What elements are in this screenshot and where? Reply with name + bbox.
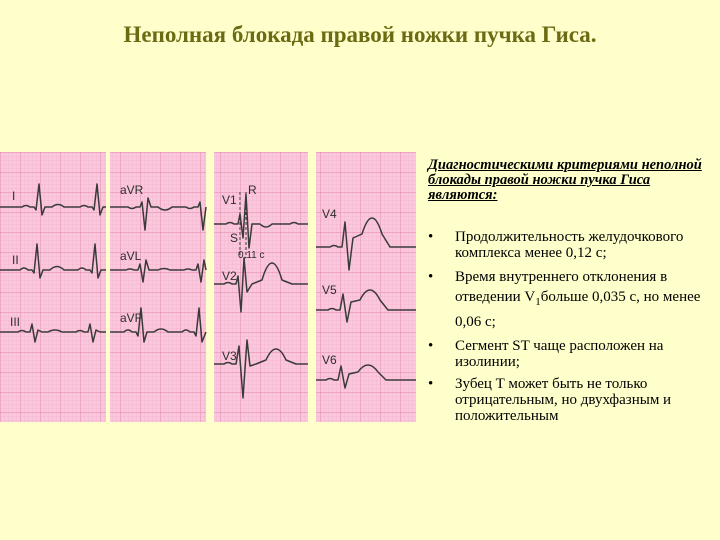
criteria-item-intrinsicoid-deflection	[428, 267, 716, 332]
lead-label-iii: III	[10, 315, 21, 329]
criteria-item-t-wave	[428, 376, 716, 424]
lead-label-avf: aVF	[120, 311, 143, 325]
criteria-item-text-before: Время внутреннего отклонения в отведении V	[455, 269, 668, 305]
bullet-icon: •	[428, 229, 434, 245]
ecg-panel-limb	[0, 152, 106, 422]
lead-label-v5: V5	[322, 283, 337, 297]
lead-label-v4: V4	[322, 207, 337, 221]
bullet-icon: •	[428, 338, 434, 354]
lead-label-ii: II	[12, 253, 19, 267]
annotation-s: S	[230, 231, 239, 245]
criteria-item-text: Продолжительность желудочкового комплекса менее 0,12 с;	[455, 229, 684, 261]
bullet-icon: •	[428, 269, 434, 285]
lead-label-avr: aVR	[120, 183, 144, 197]
lead-label-v2: V2	[222, 269, 237, 283]
criteria-item-qrs-duration	[428, 229, 716, 261]
bullet-icon: •	[428, 376, 434, 392]
lead-label-v6: V6	[322, 353, 337, 367]
lead-label-i: I	[12, 189, 16, 203]
criteria-heading: Диагностическими критериями неполной блокады правой ножки пучка Гиса являются:	[428, 157, 702, 203]
criteria-item-subscript: 1	[535, 296, 541, 308]
criteria-item-text: Зубец T может быть не только отрицательным, но двухфазным и положительным	[455, 376, 672, 424]
criteria-panel	[428, 158, 716, 430]
lead-label-v1: V1	[222, 193, 237, 207]
ecg-strips	[0, 152, 416, 422]
slide-title: Неполная блокада правой ножки пучка Гиса.	[123, 22, 597, 47]
lead-label-avl: aVL	[120, 249, 142, 263]
criteria-item-text-after: больше 0,035 с, но менее 0,06 с;	[455, 289, 701, 330]
annotation-r: R	[248, 183, 257, 197]
ecg-figure	[0, 152, 416, 422]
annotation-interval: 0,11 с	[238, 250, 265, 261]
criteria-item-st-segment	[428, 338, 716, 370]
lead-label-v3: V3	[222, 349, 237, 363]
criteria-item-text: Сегмент ST чаще расположен на изолинии;	[455, 338, 664, 370]
criteria-list	[428, 229, 716, 424]
